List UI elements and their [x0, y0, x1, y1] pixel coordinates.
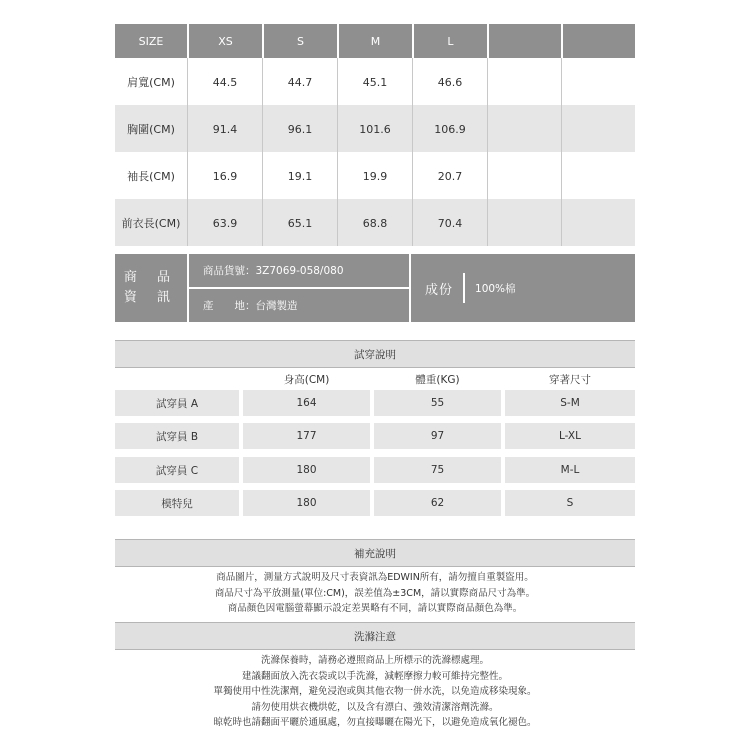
- note-line: 晾乾時也請翻面平曬於通風處，勿直接曝曬在陽光下，以避免造成氧化褪色。: [213, 717, 537, 728]
- table-cell: 70.4: [412, 199, 487, 246]
- note-line: 建議翻面放入洗衣袋或以手洗滌，減輕摩擦力較可維持完整性。: [241, 670, 508, 682]
- size-header-cell: [561, 24, 635, 58]
- table-cell: 63.9: [187, 199, 262, 246]
- supplement-notes: [115, 570, 635, 617]
- table-row: [115, 490, 635, 516]
- table-cell: 16.9: [187, 152, 262, 199]
- supplement-title: 補充說明: [354, 547, 396, 560]
- table-row: [115, 152, 635, 199]
- try-on-size: M-L: [505, 457, 635, 483]
- try-on-name: 試穿員 C: [115, 457, 239, 483]
- note-line: 單獨使用中性洗潔劑，避免浸泡或與其他衣物一併水洗，以免造成移染現象。: [213, 686, 537, 697]
- note-line: 商品顏色因電腦螢幕顯示設定差異略有不同，請以實際商品顏色為準。: [227, 603, 523, 614]
- try-on-title-bar: [115, 340, 635, 368]
- try-on-size: L-XL: [505, 423, 635, 449]
- try-on-header-cell: 體重(KG): [415, 373, 460, 386]
- try-on-height: 177: [243, 423, 370, 449]
- product-info-heading-line: 商 品: [123, 270, 179, 285]
- table-cell: [487, 152, 561, 199]
- row-label: 前衣長(CM): [115, 199, 187, 246]
- table-cell: [561, 58, 635, 105]
- try-on-name: 試穿員 B: [115, 423, 239, 449]
- supplement-title-bar: [115, 539, 635, 567]
- table-cell: 101.6: [337, 105, 412, 152]
- table-cell: 20.7: [412, 152, 487, 199]
- table-cell: [487, 58, 561, 105]
- table-cell: 91.4: [187, 105, 262, 152]
- note-line: 商品圖片，測量方式說明及尺寸表資訊為EDWIN所有，請勿擅自重製盜用。: [216, 572, 534, 583]
- note-line: 洗滌保養時，請務必遵照商品上所標示的洗滌標處理。: [260, 655, 489, 666]
- table-row: [115, 105, 635, 152]
- composition-value: 100%棉: [475, 282, 516, 295]
- try-on-height: 180: [243, 490, 370, 516]
- size-table: [115, 24, 635, 246]
- row-label: 肩寬(CM): [127, 75, 175, 89]
- table-cell: 106.9: [412, 105, 487, 152]
- try-on-name: 模特兒: [115, 490, 239, 516]
- try-on-weight: 75: [374, 457, 501, 483]
- washing-title: 洗滌注意: [354, 630, 396, 643]
- try-on-weight: 62: [374, 490, 501, 516]
- try-on-name: 試穿員 A: [115, 390, 239, 416]
- row-label: 胸圍(CM): [115, 105, 187, 152]
- try-on-header-cell: 穿著尺寸: [549, 373, 591, 386]
- note-line: 請勿使用烘衣機烘乾，以及含有漂白、強效清潔溶劑洗滌。: [251, 701, 499, 713]
- table-cell: 46.6: [412, 58, 487, 105]
- table-row: [115, 58, 635, 105]
- composition-divider: [463, 273, 465, 303]
- size-header-cell: M: [337, 24, 412, 58]
- product-origin: 產 地：台灣製造: [187, 287, 409, 322]
- product-info-heading-line: 資 訊: [123, 290, 179, 305]
- washing-title-bar: [115, 622, 635, 650]
- size-table-header: [115, 24, 635, 58]
- try-on-title: 試穿說明: [354, 348, 396, 361]
- table-cell: [561, 105, 635, 152]
- note-line: 商品尺寸為平放測量(單位:CM)，誤差值為±3CM，請以實際商品尺寸為準。: [214, 587, 536, 599]
- table-row: [115, 457, 635, 483]
- try-on-header-cell: [115, 370, 239, 388]
- table-cell: [561, 199, 635, 246]
- table-row: [115, 199, 635, 246]
- table-cell: 45.1: [337, 58, 412, 105]
- product-sku: 商品貨號：3Z7069-058/080: [187, 254, 409, 287]
- try-on-weight: 55: [374, 390, 501, 416]
- washing-notes: [115, 653, 635, 731]
- row-label: 袖長(CM): [127, 169, 175, 183]
- size-header-cell: XS: [187, 24, 262, 58]
- table-cell: [487, 199, 561, 246]
- try-on-header: [115, 370, 635, 388]
- table-cell: 19.1: [262, 152, 337, 199]
- product-info-details: [187, 254, 409, 322]
- composition-label: 成份: [425, 282, 454, 298]
- table-cell: 44.7: [262, 58, 337, 105]
- try-on-size: S: [505, 490, 635, 516]
- product-info-block: [115, 254, 635, 322]
- try-on-height: 164: [243, 390, 370, 416]
- try-on-size: S-M: [505, 390, 635, 416]
- table-cell: 65.1: [262, 199, 337, 246]
- try-on-weight: 97: [374, 423, 501, 449]
- table-cell: 19.9: [337, 152, 412, 199]
- size-header-cell: L: [412, 24, 487, 58]
- size-header-cell: S: [262, 24, 337, 58]
- table-cell: [561, 152, 635, 199]
- try-on-header-cell: 身高(CM): [283, 373, 330, 386]
- size-header-cell: [487, 24, 561, 58]
- table-row: [115, 390, 635, 416]
- table-row: [115, 423, 635, 449]
- table-cell: 96.1: [262, 105, 337, 152]
- table-cell: [487, 105, 561, 152]
- try-on-height: 180: [243, 457, 370, 483]
- table-cell: 68.8: [337, 199, 412, 246]
- table-cell: 44.5: [187, 58, 262, 105]
- size-header-cell: SIZE: [115, 24, 187, 58]
- product-composition: [409, 254, 635, 322]
- product-info-heading: [115, 254, 187, 322]
